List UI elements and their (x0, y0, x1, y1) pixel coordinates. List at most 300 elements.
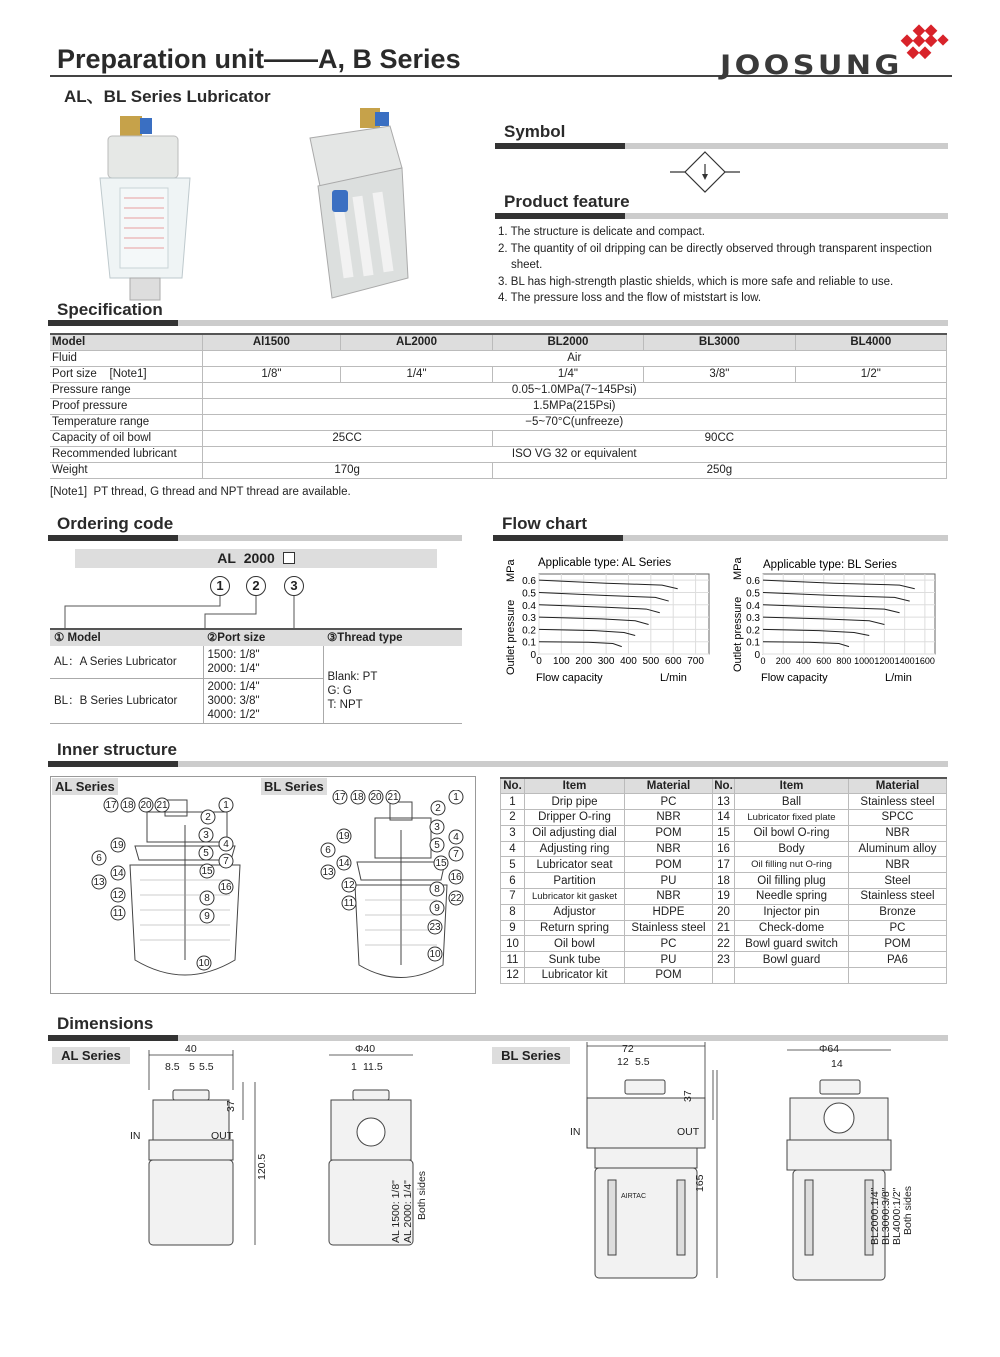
table-row (50, 382, 947, 398)
dim-text: 5.5 (635, 1056, 650, 1068)
table-row (501, 841, 947, 857)
table-row (50, 366, 947, 382)
parts-cell: Sunk tube (525, 952, 625, 968)
svg-text:16: 16 (220, 882, 232, 893)
x-tick-label: 1000 (854, 656, 875, 666)
spec-cell: 1.5MPa(215Psi) (202, 398, 947, 414)
spec-bar (48, 320, 948, 326)
x-tick-label: 400 (620, 656, 637, 667)
parts-col: Material (625, 778, 713, 794)
svg-text:23: 23 (429, 922, 441, 933)
table-row (50, 646, 462, 678)
parts-cell: Stainless steel (849, 889, 947, 905)
port-option: 4000: 1/2" (207, 708, 260, 721)
parts-cell: Lubricator kit (525, 968, 625, 984)
brand-logo (720, 50, 903, 81)
svg-text:17: 17 (105, 800, 117, 811)
dim-text: 14 (831, 1058, 843, 1070)
spec-cell: 1/8" (202, 366, 341, 382)
dim-text: 120.5 (256, 1153, 268, 1180)
y-tick-label: 0.4 (522, 600, 536, 612)
parts-cell: SPCC (849, 810, 947, 826)
dim-text: Both sides (416, 1170, 428, 1220)
dim-text: BL3000:3/8" (880, 1187, 892, 1245)
spec-table (50, 333, 947, 479)
ordering-port (203, 678, 323, 723)
chart-yunit: MPa (505, 559, 517, 582)
svg-text:7: 7 (453, 849, 459, 860)
parts-cell: 14 (713, 810, 735, 826)
parts-cell: PC (849, 920, 947, 936)
logo-mark-icon (895, 24, 950, 64)
dim-text: Φ64 (819, 1043, 840, 1055)
flow-chart-al (505, 557, 709, 684)
ordering-bar (48, 535, 462, 541)
y-tick-label: 0.6 (746, 576, 760, 588)
svg-text:4: 4 (223, 839, 229, 850)
x-tick-label: 500 (642, 656, 660, 667)
parts-cell: NBR (849, 825, 947, 841)
x-tick-label: 200 (575, 656, 593, 667)
flow-bar (493, 535, 948, 541)
svg-text:6: 6 (325, 845, 331, 856)
parts-cell (735, 968, 849, 984)
svg-text:11: 11 (343, 898, 355, 909)
dim-al-label: AL Series (52, 1047, 130, 1064)
table-row (50, 462, 947, 478)
dim-text: OUT (211, 1130, 234, 1142)
parts-cell: Partition (525, 873, 625, 889)
x-tick-label: 600 (664, 656, 682, 667)
y-tick-label: 0.3 (746, 613, 760, 625)
y-tick-label: 0 (754, 650, 760, 661)
spec-col: BL2000 (492, 334, 643, 350)
logo-text: JOOSUNG (720, 50, 903, 81)
spec-cell: ISO VG 32 or equivalent (202, 446, 947, 462)
ordering-col: ②Port size (203, 629, 323, 646)
svg-text:12: 12 (343, 880, 355, 891)
parts-cell: PC (625, 794, 713, 810)
table-row (501, 952, 947, 968)
spec-col: AL2000 (341, 334, 492, 350)
parts-cell: 7 (501, 889, 525, 905)
parts-cell: PU (625, 952, 713, 968)
parts-cell: Oil filling plug (735, 873, 849, 889)
dim-text: 8.5 (165, 1061, 180, 1073)
x-tick-label: 1600 (914, 656, 935, 666)
dim-text: AL 2000: 1/4" (402, 1180, 414, 1243)
parts-cell: PC (625, 936, 713, 952)
dimensions-heading: Dimensions (57, 1014, 154, 1033)
y-tick-label: 0.1 (522, 637, 536, 649)
parts-cell: 21 (713, 920, 735, 936)
dimension-drawings (125, 1040, 950, 1305)
svg-text:19: 19 (112, 840, 124, 851)
x-tick-label: 0 (536, 656, 542, 667)
table-row (501, 889, 947, 905)
y-tick-label: 0.1 (746, 637, 760, 649)
x-tick-label: 100 (553, 656, 570, 667)
parts-cell: 18 (713, 873, 735, 889)
svg-text:10: 10 (198, 958, 210, 969)
svg-text:5: 5 (203, 848, 209, 859)
spec-note: [Note1] PT thread, G thread and NPT thread are available. (50, 486, 351, 498)
parts-cell: 15 (713, 825, 735, 841)
ordering-port (203, 646, 323, 678)
ordering-table (50, 628, 462, 724)
parts-cell: 11 (501, 952, 525, 968)
svg-text:9: 9 (434, 903, 440, 914)
ordering-col: ③Thread type (323, 629, 462, 646)
parts-cell: Oil bowl (525, 936, 625, 952)
parts-cell: Lubricator seat (525, 857, 625, 873)
parts-cell: Aluminum alloy (849, 841, 947, 857)
dim-text: BL4000:1/2" (891, 1187, 903, 1245)
parts-cell: Body (735, 841, 849, 857)
svg-text:14: 14 (112, 868, 124, 879)
table-row (501, 936, 947, 952)
spec-label: Port size [Note1] (50, 366, 202, 382)
dim-text: 12 (617, 1056, 629, 1068)
svg-text:16: 16 (450, 872, 462, 883)
parts-cell: NBR (625, 889, 713, 905)
spec-cell: 1/4" (492, 366, 643, 382)
parts-cell: Stainless steel (849, 794, 947, 810)
svg-text:12: 12 (112, 890, 124, 901)
bl-series-label: BL Series (261, 778, 327, 795)
lubricator-symbol-icon (670, 150, 740, 195)
table-row (50, 430, 947, 446)
parts-col: No. (501, 778, 525, 794)
ordering-header-row (50, 629, 462, 646)
symbol-bar (495, 143, 948, 149)
y-tick-label: 0.2 (746, 625, 760, 637)
parts-cell: NBR (625, 841, 713, 857)
feature-item: 2. The quantity of oil dripping can be directly observed through transparent inspection sheet. (498, 242, 932, 271)
spec-cell: 25CC (202, 430, 492, 446)
spec-col: BL4000 (795, 334, 946, 350)
code-num: 1 (210, 576, 230, 596)
parts-cell: Stainless steel (625, 920, 713, 936)
table-row (501, 794, 947, 810)
parts-cell: Lubricator kit gasket (525, 889, 625, 905)
svg-text:3: 3 (434, 822, 440, 833)
y-tick-label: 0.5 (746, 588, 760, 600)
symbol-heading: Symbol (504, 122, 566, 141)
parts-cell: Steel (849, 873, 947, 889)
svg-text:8: 8 (204, 893, 210, 904)
inner-structure-drawing (85, 790, 475, 990)
parts-cell: PA6 (849, 952, 947, 968)
feature-item: 1. The structure is delicate and compact. (498, 226, 705, 238)
svg-text:11: 11 (112, 908, 124, 919)
parts-cell: Ball (735, 794, 849, 810)
parts-cell: 12 (501, 968, 525, 984)
port-option: 3000: 3/8" (207, 694, 260, 707)
svg-text:14: 14 (338, 858, 350, 869)
x-tick-label: 700 (687, 656, 704, 667)
parts-cell: Oil adjusting dial (525, 825, 625, 841)
dim-text: 72 (622, 1043, 634, 1055)
spec-cell: 0.05~1.0MPa(7~145Psi) (202, 382, 947, 398)
parts-cell: 5 (501, 857, 525, 873)
chart-xunit: L/min (660, 672, 687, 684)
svg-text:1: 1 (453, 792, 459, 803)
x-tick-label: 0 (760, 656, 766, 666)
y-tick-label: 0.6 (522, 576, 536, 588)
dim-text: 1 (351, 1061, 357, 1073)
spec-col: BL3000 (644, 334, 795, 350)
parts-cell: 17 (713, 857, 735, 873)
ordering-model: BL：B Series Lubricator (50, 678, 203, 723)
ordering-col: ① Model (50, 629, 203, 646)
spec-label: Temperature range (50, 414, 202, 430)
bl-lubricator-image (310, 108, 408, 298)
spec-cell: 250g (492, 462, 946, 478)
svg-text:13: 13 (322, 867, 334, 878)
table-row (50, 350, 947, 366)
spec-label: Weight (50, 462, 202, 478)
ordering-model: AL：A Series Lubricator (50, 646, 203, 678)
parts-cell: 3 (501, 825, 525, 841)
spec-label: Fluid (50, 350, 202, 366)
feature-item: 3. BL has high-strength plastic shields, which is more safe and reliable to use. (498, 275, 894, 288)
parts-cell: Oil bowl O-ring (735, 825, 849, 841)
parts-cell: 6 (501, 873, 525, 889)
feature-list (498, 224, 948, 307)
x-tick-label: 200 (775, 656, 791, 666)
parts-cell: 16 (713, 841, 735, 857)
svg-text:1: 1 (223, 800, 229, 811)
dim-text: IN (570, 1126, 581, 1138)
y-tick-label: 0.2 (522, 625, 536, 637)
flow-heading: Flow chart (502, 514, 588, 533)
dim-text: 5 (189, 1061, 195, 1073)
feature-heading: Product feature (504, 192, 630, 211)
code-num: 2 (246, 576, 266, 596)
table-row (50, 414, 947, 430)
port-option: 2000: 1/4" (207, 662, 260, 675)
x-tick-label: 300 (597, 656, 615, 667)
spec-cell: 90CC (492, 430, 946, 446)
chart-xlabel: Flow capacity (761, 672, 828, 684)
parts-cell: 13 (713, 794, 735, 810)
table-row (50, 446, 947, 462)
svg-text:9: 9 (204, 911, 210, 922)
brand-mark: AIRTAC (621, 1193, 647, 1200)
page-title: Preparation unit——A, B Series (57, 44, 461, 74)
table-row (501, 968, 947, 984)
parts-cell: 20 (713, 904, 735, 920)
svg-text:18: 18 (352, 792, 364, 803)
svg-text:2: 2 (205, 812, 211, 823)
svg-text:21: 21 (156, 800, 168, 811)
al-callout-labels (92, 798, 233, 970)
parts-cell: HDPE (625, 904, 713, 920)
feature-item: 4. The pressure loss and the flow of miststart is low. (498, 292, 762, 304)
x-tick-label: 1400 (894, 656, 915, 666)
chart-xunit: L/min (885, 672, 912, 684)
spec-header-row (50, 334, 947, 350)
parts-col: Material (849, 778, 947, 794)
svg-text:3: 3 (203, 830, 209, 841)
parts-col: Item (525, 778, 625, 794)
parts-cell: Adjusting ring (525, 841, 625, 857)
product-photo (90, 108, 410, 308)
ordering-leader-lines (60, 596, 360, 628)
flow-chart-bl (732, 557, 935, 685)
spec-label: Capacity of oil bowl (50, 430, 202, 446)
parts-cell: Bronze (849, 904, 947, 920)
table-row (50, 398, 947, 414)
parts-cell: NBR (625, 810, 713, 826)
x-tick-label: 1200 (874, 656, 895, 666)
thread-option: T: NPT (327, 698, 363, 711)
x-tick-label: 800 (836, 656, 852, 666)
svg-text:4: 4 (453, 832, 459, 843)
dim-bl-label: BL Series (492, 1047, 570, 1064)
parts-cell: POM (625, 825, 713, 841)
parts-cell: POM (625, 857, 713, 873)
spec-cell: 1/4" (341, 366, 492, 382)
table-row (501, 920, 947, 936)
svg-text:15: 15 (201, 866, 213, 877)
chart-yunit: MPa (732, 557, 744, 580)
ordering-code: AL 2000 (217, 550, 275, 566)
ordering-code-box (75, 549, 437, 568)
parts-cell: Dripper O-ring (525, 810, 625, 826)
spec-label: Pressure range (50, 382, 202, 398)
ordering-thread (323, 646, 462, 723)
parts-cell: Oil filling nut O-ring (735, 857, 849, 873)
parts-cell: 19 (713, 889, 735, 905)
dim-text: 165 (694, 1174, 706, 1192)
parts-cell: Bowl guard switch (735, 936, 849, 952)
table-row (501, 857, 947, 873)
svg-text:19: 19 (338, 831, 350, 842)
spec-col: Model (50, 334, 202, 350)
table-row (501, 904, 947, 920)
thread-option: G: G (327, 684, 352, 697)
svg-text:18: 18 (122, 800, 134, 811)
parts-cell: PU (625, 873, 713, 889)
ordering-heading: Ordering code (57, 514, 174, 533)
option-box-icon (283, 552, 295, 564)
parts-cell: POM (625, 968, 713, 984)
parts-cell: 10 (501, 936, 525, 952)
parts-header-row (501, 778, 947, 794)
parts-cell: 9 (501, 920, 525, 936)
dim-text: OUT (677, 1126, 700, 1138)
parts-cell: Drip pipe (525, 794, 625, 810)
spec-cell: −5~70°C(unfreeze) (202, 414, 947, 430)
svg-text:5: 5 (434, 840, 440, 851)
parts-cell: NBR (849, 857, 947, 873)
dim-text: 11.5 (363, 1061, 383, 1073)
svg-text:10: 10 (429, 949, 441, 960)
parts-cell: POM (849, 936, 947, 952)
svg-text:17: 17 (334, 792, 346, 803)
parts-cell (849, 968, 947, 984)
thread-option: Blank: PT (327, 670, 378, 683)
parts-cell: 22 (713, 936, 735, 952)
parts-col: No. (713, 778, 735, 794)
parts-cell: 23 (713, 952, 735, 968)
spec-cell: 1/2" (795, 366, 946, 382)
parts-cell (713, 968, 735, 984)
parts-cell: 2 (501, 810, 525, 826)
chart-ylabel: Outlet pressure (732, 596, 744, 672)
parts-cell: 4 (501, 841, 525, 857)
parts-cell: Bowl guard (735, 952, 849, 968)
table-row (501, 810, 947, 826)
al-series-label: AL Series (52, 778, 118, 795)
spec-label: Proof pressure (50, 398, 202, 414)
chart-title: Applicable type: BL Series (763, 559, 897, 571)
svg-text:22: 22 (450, 893, 462, 904)
chart-ylabel: Outlet pressure (505, 599, 517, 675)
parts-cell: Injector pin (735, 904, 849, 920)
parts-cell: Return spring (525, 920, 625, 936)
port-option: 1500: 1/8" (207, 648, 260, 661)
dim-text: BL2000:1/4" (869, 1187, 881, 1245)
code-num: 3 (284, 576, 304, 596)
x-tick-label: 600 (816, 656, 832, 666)
dim-text: 37 (682, 1090, 694, 1102)
svg-text:21: 21 (387, 792, 399, 803)
inner-bar (48, 761, 948, 767)
svg-text:7: 7 (223, 856, 229, 867)
y-tick-label: 0.4 (746, 600, 760, 612)
dim-text: Φ40 (355, 1043, 376, 1055)
dim-text: Both sides (902, 1185, 914, 1235)
svg-text:8: 8 (434, 884, 440, 895)
dim-text: 5.5 (199, 1061, 214, 1073)
parts-cell: Adjustor (525, 904, 625, 920)
spec-col: Al1500 (202, 334, 341, 350)
y-tick-label: 0.3 (522, 613, 536, 625)
table-row (501, 825, 947, 841)
spec-cell: Air (202, 350, 947, 366)
dim-text: AL 1500: 1/8" (390, 1180, 402, 1243)
x-tick-label: 400 (795, 656, 811, 666)
parts-cell: 1 (501, 794, 525, 810)
flow-charts (495, 548, 950, 688)
parts-cell: Needle spring (735, 889, 849, 905)
page-subtitle: AL、BL Series Lubricator (64, 87, 271, 106)
dim-text: 37 (225, 1100, 237, 1112)
spec-heading: Specification (57, 300, 163, 319)
parts-cell: 8 (501, 904, 525, 920)
dim-text: IN (130, 1130, 141, 1142)
parts-col: Item (735, 778, 849, 794)
spec-cell: 3/8" (644, 366, 795, 382)
parts-table (500, 777, 947, 984)
svg-text:15: 15 (435, 858, 447, 869)
dim-text: 40 (185, 1043, 197, 1055)
chart-title: Applicable type: AL Series (538, 557, 672, 569)
chart-xlabel: Flow capacity (536, 672, 603, 684)
al-lubricator-image (100, 116, 190, 300)
svg-text:2: 2 (435, 803, 441, 814)
feature-bar (495, 213, 948, 219)
svg-text:6: 6 (96, 853, 102, 864)
parts-cell: Check-dome (735, 920, 849, 936)
port-option: 2000: 1/4" (207, 680, 260, 693)
y-tick-label: 0.5 (522, 588, 536, 600)
parts-cell: Lubricator fixed plate (735, 810, 849, 826)
table-row (501, 873, 947, 889)
